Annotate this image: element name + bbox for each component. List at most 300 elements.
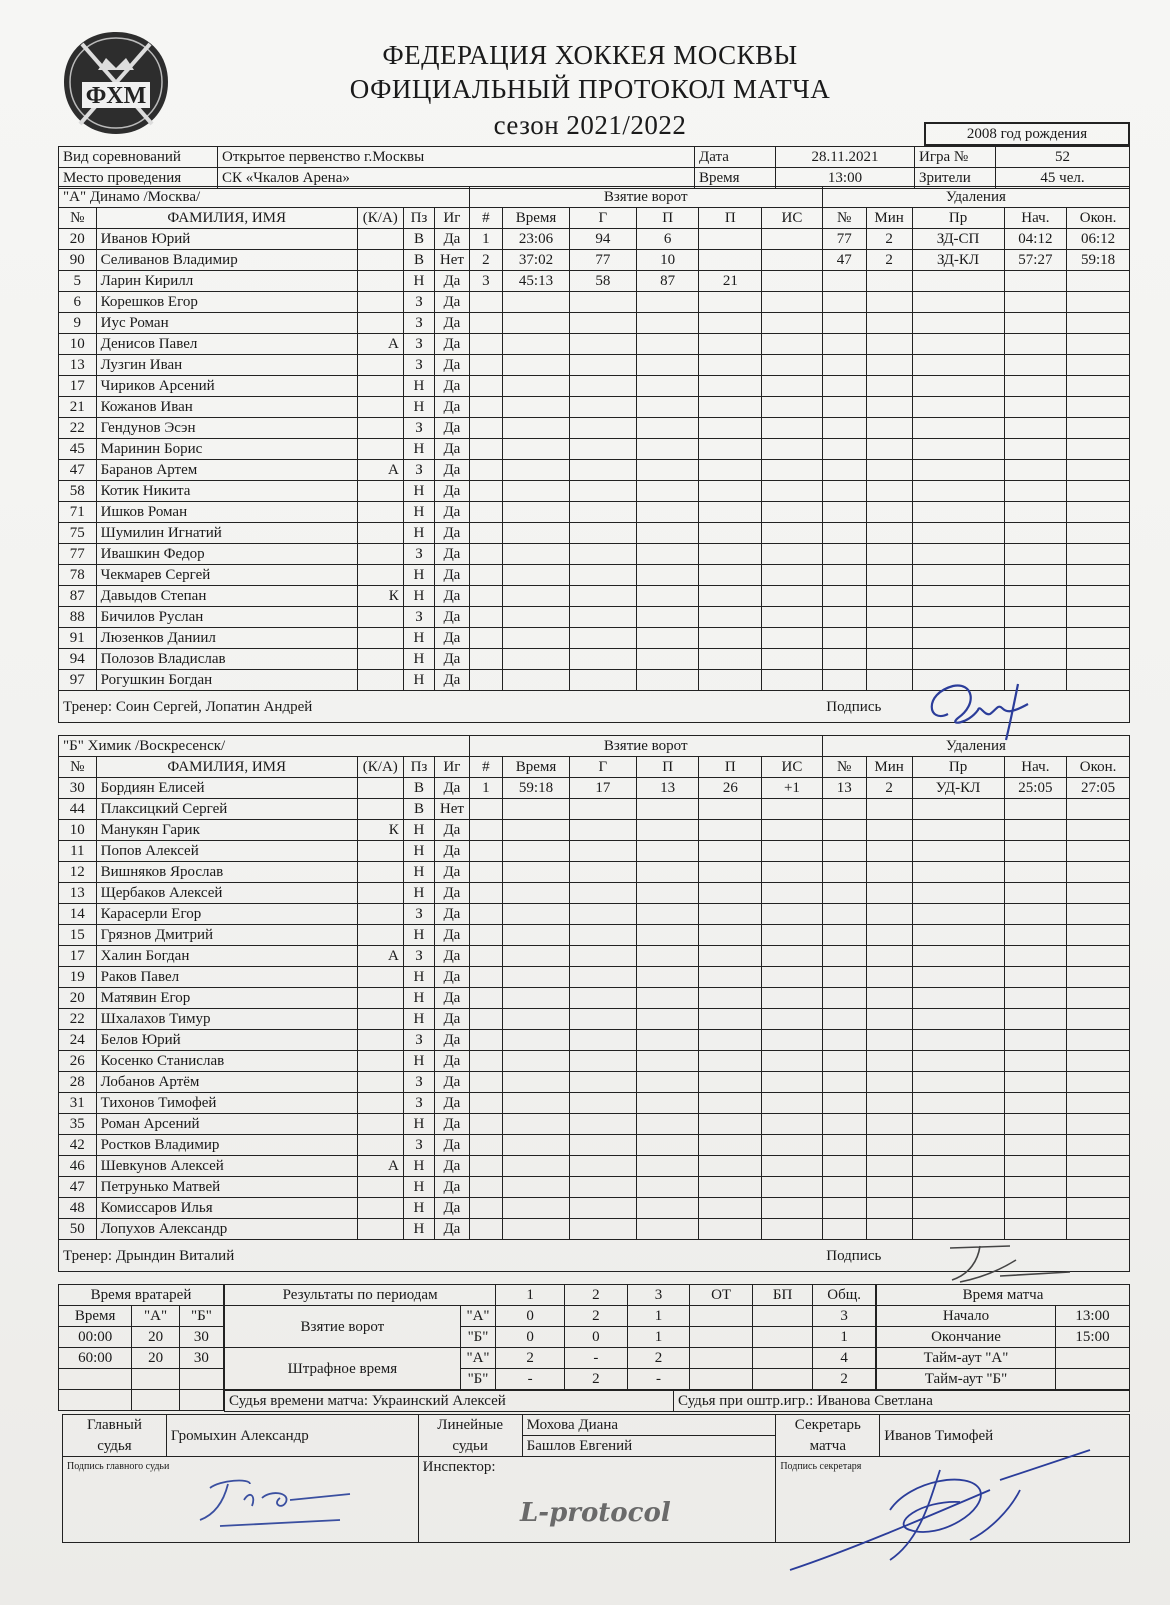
player-role xyxy=(357,1114,403,1135)
goal-cell xyxy=(503,946,570,967)
chief-sign-label: Подпись главного судьи xyxy=(63,1457,419,1543)
goal-cell xyxy=(636,988,699,1009)
player-played: Да xyxy=(435,904,470,925)
penalty-cell xyxy=(1067,1198,1130,1219)
player-role xyxy=(357,1051,403,1072)
player-row xyxy=(59,481,1130,502)
penalty-cell xyxy=(866,628,912,649)
match-time-label: Тайм-аут "Б" xyxy=(877,1369,1056,1390)
player-number: 19 xyxy=(59,967,97,988)
goal-cell xyxy=(569,565,636,586)
player-role xyxy=(357,649,403,670)
player-row xyxy=(59,271,1130,292)
player-row xyxy=(59,1156,1130,1177)
period-value: 0 xyxy=(496,1306,565,1327)
goal-cell: 23:06 xyxy=(503,229,570,250)
penalty-cell xyxy=(866,334,912,355)
goal-cell xyxy=(636,586,699,607)
goal-cell xyxy=(469,544,502,565)
goal-cell: +1 xyxy=(762,778,823,799)
goal-cell xyxy=(469,925,502,946)
penalty-cell xyxy=(822,628,866,649)
coach-b-signature xyxy=(940,1240,1080,1290)
penalty-cell xyxy=(1004,628,1067,649)
penalty-cell xyxy=(1067,1051,1130,1072)
player-played: Да xyxy=(435,1156,470,1177)
goal-cell xyxy=(762,334,823,355)
goal-cell xyxy=(636,820,699,841)
period-col-header: ОТ xyxy=(690,1285,753,1306)
penalty-cell xyxy=(866,502,912,523)
goal-cell xyxy=(699,1219,762,1240)
penalty-cell xyxy=(1004,820,1067,841)
goal-cell xyxy=(503,1219,570,1240)
goal-cell xyxy=(569,904,636,925)
penalty-cell xyxy=(912,1009,1004,1030)
player-number: 50 xyxy=(59,1219,97,1240)
player-position: Н xyxy=(403,988,434,1009)
goal-cell xyxy=(699,862,762,883)
player-number: 22 xyxy=(59,1009,97,1030)
pen-num-header: № xyxy=(822,208,866,229)
player-name: Манукян Гарик xyxy=(96,820,357,841)
penalty-cell xyxy=(912,1219,1004,1240)
pen-start-header: Нач. xyxy=(1004,208,1067,229)
player-played: Да xyxy=(435,1114,470,1135)
player-role xyxy=(357,313,403,334)
player-name: Денисов Павел xyxy=(96,334,357,355)
goal-cell xyxy=(699,607,762,628)
goal-cell xyxy=(762,607,823,628)
penalty-cell xyxy=(1067,565,1130,586)
penalty-cell xyxy=(866,565,912,586)
penalty-cell xyxy=(822,820,866,841)
penalty-cell xyxy=(1067,946,1130,967)
goal-cell xyxy=(699,1030,762,1051)
player-row xyxy=(59,544,1130,565)
player-position: Н xyxy=(403,1009,434,1030)
penalty-cell xyxy=(866,862,912,883)
penalty-cell xyxy=(912,1156,1004,1177)
goal-cell xyxy=(469,883,502,904)
player-row xyxy=(59,799,1130,820)
player-name: Чириков Арсений xyxy=(96,376,357,397)
goal-cell xyxy=(699,904,762,925)
player-row xyxy=(59,904,1130,925)
player-number: 58 xyxy=(59,481,97,502)
goal-cell xyxy=(636,1030,699,1051)
penalty-cell: 47 xyxy=(822,250,866,271)
goal-cell xyxy=(469,292,502,313)
player-name: Люзенков Даниил xyxy=(96,628,357,649)
player-number: 47 xyxy=(59,1177,97,1198)
player-row xyxy=(59,313,1130,334)
player-number: 13 xyxy=(59,883,97,904)
goal-cell xyxy=(636,799,699,820)
goal-cell xyxy=(569,1114,636,1135)
goal-cell: 3 xyxy=(469,271,502,292)
penalty-cell xyxy=(1067,841,1130,862)
assist1-header: П xyxy=(636,208,699,229)
penalty-cell xyxy=(912,988,1004,1009)
period-value: - xyxy=(496,1369,565,1390)
penalty-cell xyxy=(912,397,1004,418)
player-name: Шевкунов Алексей xyxy=(96,1156,357,1177)
played-header: Иг xyxy=(435,208,470,229)
player-name: Иванов Юрий xyxy=(96,229,357,250)
goal-cell xyxy=(469,1030,502,1051)
period-value xyxy=(690,1369,753,1390)
penalty-cell xyxy=(866,355,912,376)
goal-cell xyxy=(699,883,762,904)
goal-cell xyxy=(636,1219,699,1240)
goal-cell xyxy=(569,355,636,376)
player-position: Н xyxy=(403,502,434,523)
penalty-cell xyxy=(866,418,912,439)
goal-cell: 17 xyxy=(569,778,636,799)
goal-cell xyxy=(569,1219,636,1240)
goal-cell xyxy=(469,1051,502,1072)
player-row xyxy=(59,292,1130,313)
goal-cell xyxy=(699,565,762,586)
penalty-cell xyxy=(822,481,866,502)
player-position: З xyxy=(403,904,434,925)
goal-cell xyxy=(469,313,502,334)
penalty-cell xyxy=(1004,397,1067,418)
player-played: Да xyxy=(435,229,470,250)
goal-cell xyxy=(699,355,762,376)
penalty-cell xyxy=(866,925,912,946)
penalty-cell xyxy=(1004,439,1067,460)
player-position: Н xyxy=(403,523,434,544)
penalty-cell xyxy=(912,925,1004,946)
goal-num-header: # xyxy=(469,757,502,778)
penalty-cell xyxy=(1067,1009,1130,1030)
penalty-cell xyxy=(822,376,866,397)
timekeeper: Судья времени матча: Украинский Алексей xyxy=(225,1391,674,1412)
player-row xyxy=(59,460,1130,481)
player-number: 20 xyxy=(59,229,97,250)
penalty-cell xyxy=(1067,649,1130,670)
player-role xyxy=(357,904,403,925)
pen-num-header: № xyxy=(822,757,866,778)
goal-cell xyxy=(503,988,570,1009)
penalty-cell xyxy=(1067,1093,1130,1114)
penalty-cell: 77 xyxy=(822,229,866,250)
penalty-cell xyxy=(912,1114,1004,1135)
penalty-cell xyxy=(866,967,912,988)
goal-cell xyxy=(762,271,823,292)
player-role xyxy=(357,1093,403,1114)
goal-cell xyxy=(469,1135,502,1156)
ka-header: (К/А) xyxy=(357,757,403,778)
comp-value: Открытое первенство г.Москвы xyxy=(218,147,695,168)
period-value: - xyxy=(565,1348,628,1369)
player-position: Н xyxy=(403,649,434,670)
goal-cell: 77 xyxy=(569,250,636,271)
goalie-col-header: "А" xyxy=(132,1306,179,1327)
player-number: 30 xyxy=(59,778,97,799)
periods-title: Результаты по периодам xyxy=(225,1285,496,1306)
goal-cell xyxy=(762,1051,823,1072)
penalties-title: Удаления xyxy=(822,187,1129,208)
player-role xyxy=(357,841,403,862)
goalie-cell xyxy=(59,1369,132,1390)
period-col-header: БП xyxy=(752,1285,813,1306)
goal-cell xyxy=(569,862,636,883)
player-played: Да xyxy=(435,565,470,586)
penalty-cell: 04:12 xyxy=(1004,229,1067,250)
penalty-cell xyxy=(912,904,1004,925)
sign-label: Подпись xyxy=(822,691,1129,723)
player-row xyxy=(59,502,1130,523)
time-value: 13:00 xyxy=(776,168,915,189)
period-team: "А" xyxy=(460,1306,495,1327)
pen-reason-header: Пр xyxy=(912,757,1004,778)
penalty-cell xyxy=(1004,799,1067,820)
penalty-cell xyxy=(866,820,912,841)
period-col-header: 2 xyxy=(565,1285,628,1306)
penalty-cell xyxy=(866,799,912,820)
player-name: Бордиян Елисей xyxy=(96,778,357,799)
player-number: 71 xyxy=(59,502,97,523)
goal-cell xyxy=(636,862,699,883)
player-name: Баранов Артем xyxy=(96,460,357,481)
team-title: "Б" Химик /Воскресенск/ xyxy=(59,736,470,757)
player-row xyxy=(59,883,1130,904)
player-played: Да xyxy=(435,1219,470,1240)
player-role: А xyxy=(357,946,403,967)
period-value: 0 xyxy=(496,1327,565,1348)
goal-cell xyxy=(469,607,502,628)
penalty-cell: 2 xyxy=(866,778,912,799)
goal-cell xyxy=(762,1156,823,1177)
player-played: Да xyxy=(435,481,470,502)
goal-cell xyxy=(762,586,823,607)
penalty-cell xyxy=(1004,862,1067,883)
penalty-cell xyxy=(822,967,866,988)
goal-cell xyxy=(503,607,570,628)
goal-cell xyxy=(569,1051,636,1072)
goal-cell xyxy=(569,586,636,607)
goalie-cell: 30 xyxy=(179,1348,223,1369)
player-position: З xyxy=(403,418,434,439)
period-value: 2 xyxy=(565,1369,628,1390)
penalty-cell xyxy=(1067,292,1130,313)
player-position: З xyxy=(403,1030,434,1051)
player-name: Чекмарев Сергей xyxy=(96,565,357,586)
penalty-cell xyxy=(912,1072,1004,1093)
penalty-cell xyxy=(822,862,866,883)
penalty-cell xyxy=(1004,334,1067,355)
goal-cell xyxy=(503,565,570,586)
player-position: Н xyxy=(403,1051,434,1072)
goal-cell xyxy=(503,628,570,649)
goal-cell xyxy=(699,334,762,355)
assist1-header: П xyxy=(636,757,699,778)
pen-reason-header: Пр xyxy=(912,208,1004,229)
goal-cell xyxy=(469,799,502,820)
goal-cell xyxy=(699,250,762,271)
penalty-cell: 25:05 xyxy=(1004,778,1067,799)
penalty-cell xyxy=(912,292,1004,313)
match-time-value xyxy=(1056,1348,1130,1369)
player-number: 97 xyxy=(59,670,97,691)
player-row xyxy=(59,1009,1130,1030)
goal-cell xyxy=(699,1177,762,1198)
goal-cell xyxy=(699,670,762,691)
goal-cell xyxy=(503,841,570,862)
penalty-cell xyxy=(1004,967,1067,988)
player-played: Да xyxy=(435,925,470,946)
player-number: 91 xyxy=(59,628,97,649)
goal-cell xyxy=(699,925,762,946)
period-value xyxy=(752,1306,813,1327)
goal-cell xyxy=(699,523,762,544)
penalty-cell xyxy=(1067,1114,1130,1135)
place-label: Место проведения xyxy=(59,168,218,189)
goal-cell: 21 xyxy=(699,271,762,292)
goal-cell xyxy=(569,502,636,523)
goal-cell xyxy=(569,841,636,862)
goal-cell xyxy=(569,1177,636,1198)
player-position: Н xyxy=(403,841,434,862)
goal-cell xyxy=(699,1198,762,1219)
goal-cell xyxy=(699,439,762,460)
period-team: "А" xyxy=(460,1348,495,1369)
goal-cell xyxy=(762,1177,823,1198)
penalty-cell xyxy=(1004,313,1067,334)
match-time-table xyxy=(876,1284,1130,1390)
goal-cell xyxy=(503,1093,570,1114)
player-position: З xyxy=(403,1135,434,1156)
goal-cell xyxy=(569,649,636,670)
player-name: Маринин Борис xyxy=(96,439,357,460)
goal-cell xyxy=(469,904,502,925)
penalty-cell xyxy=(1004,502,1067,523)
player-row xyxy=(59,607,1130,628)
penalty-cell xyxy=(866,1051,912,1072)
penalty-cell xyxy=(866,883,912,904)
player-role xyxy=(357,925,403,946)
game-value: 52 xyxy=(996,147,1130,168)
penalty-cell xyxy=(822,904,866,925)
time-label: Время xyxy=(695,168,776,189)
player-played: Да xyxy=(435,1135,470,1156)
period-value: 2 xyxy=(813,1369,876,1390)
penalty-cell xyxy=(822,460,866,481)
penalty-cell xyxy=(866,397,912,418)
goal-cell xyxy=(636,1177,699,1198)
goal-cell xyxy=(762,1093,823,1114)
l-protocol-watermark: L-protocol xyxy=(520,1498,671,1528)
goal-cell xyxy=(636,883,699,904)
penalty-cell xyxy=(1004,271,1067,292)
goal-cell xyxy=(636,1093,699,1114)
goal-cell xyxy=(762,904,823,925)
goal-cell xyxy=(636,628,699,649)
player-row xyxy=(59,925,1130,946)
player-played: Да xyxy=(435,1177,470,1198)
player-played: Да xyxy=(435,502,470,523)
goal-cell: 45:13 xyxy=(503,271,570,292)
player-played: Да xyxy=(435,1009,470,1030)
goal-cell xyxy=(503,904,570,925)
player-number: 47 xyxy=(59,460,97,481)
penalty-cell xyxy=(822,649,866,670)
penalty-cell xyxy=(1067,820,1130,841)
goal-cell xyxy=(569,1009,636,1030)
penalty-cell: 13 xyxy=(822,778,866,799)
goal-cell xyxy=(569,925,636,946)
player-number: 44 xyxy=(59,799,97,820)
goal-cell xyxy=(636,925,699,946)
penalty-cell xyxy=(1067,1030,1130,1051)
penalty-cell xyxy=(866,523,912,544)
penalty-cell xyxy=(1067,1156,1130,1177)
period-col-header: Общ. xyxy=(813,1285,876,1306)
player-row xyxy=(59,1030,1130,1051)
goal-cell xyxy=(699,820,762,841)
goal-cell xyxy=(469,565,502,586)
player-number: 42 xyxy=(59,1135,97,1156)
goal-cell xyxy=(503,586,570,607)
penalty-cell xyxy=(912,439,1004,460)
player-position: Н xyxy=(403,397,434,418)
player-played: Да xyxy=(435,355,470,376)
penalty-cell xyxy=(912,481,1004,502)
penalty-cell xyxy=(866,1093,912,1114)
goal-cell xyxy=(503,925,570,946)
goal-cell xyxy=(636,544,699,565)
goal-cell xyxy=(503,292,570,313)
penalty-cell xyxy=(866,1114,912,1135)
player-number: 10 xyxy=(59,334,97,355)
period-value: 3 xyxy=(813,1306,876,1327)
player-number: 11 xyxy=(59,841,97,862)
penalty-cell xyxy=(1067,271,1130,292)
goal-cell xyxy=(636,1198,699,1219)
penalty-cell xyxy=(912,523,1004,544)
penalty-cell xyxy=(866,313,912,334)
goal-cell xyxy=(762,1009,823,1030)
penalty-cell xyxy=(1004,946,1067,967)
player-role xyxy=(357,799,403,820)
team-b-table xyxy=(58,735,1130,1272)
goal-cell xyxy=(569,988,636,1009)
player-name: Полозов Владислав xyxy=(96,649,357,670)
fhm-logo-icon xyxy=(60,30,172,136)
goal-cell xyxy=(762,481,823,502)
goal-cell xyxy=(636,376,699,397)
player-number: 46 xyxy=(59,1156,97,1177)
goal-cell xyxy=(503,439,570,460)
goal-cell xyxy=(762,988,823,1009)
player-row xyxy=(59,586,1130,607)
penalty-cell xyxy=(822,1219,866,1240)
match-time-value xyxy=(1056,1369,1130,1390)
penalty-cell xyxy=(822,1051,866,1072)
period-value: 2 xyxy=(565,1306,628,1327)
period-value: 1 xyxy=(813,1327,876,1348)
goal-cell xyxy=(762,523,823,544)
penalty-cell xyxy=(1004,1114,1067,1135)
goal-cell xyxy=(569,460,636,481)
goal-cell xyxy=(469,862,502,883)
player-position: З xyxy=(403,292,434,313)
period-value: 0 xyxy=(565,1327,628,1348)
goal-cell xyxy=(469,1114,502,1135)
